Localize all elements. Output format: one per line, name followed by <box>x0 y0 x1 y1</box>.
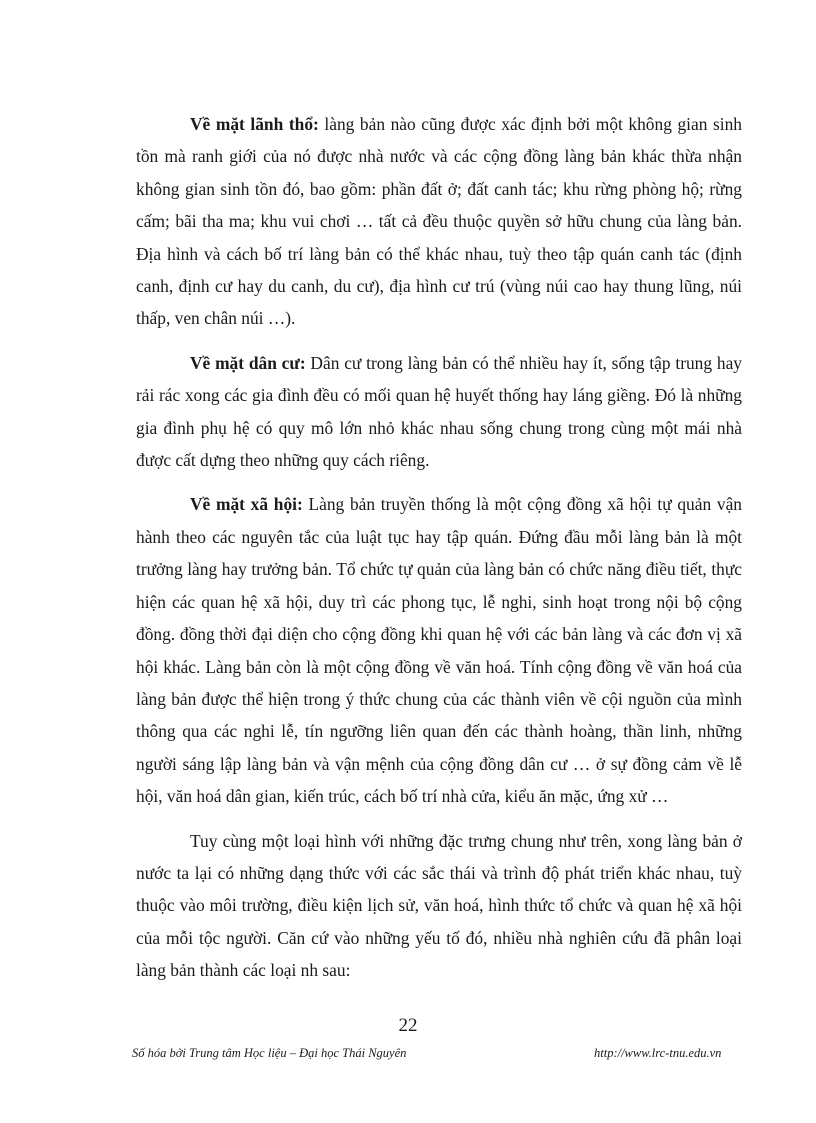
body-text <box>136 108 742 999</box>
paragraph-text: Làng bản truyền thống là một cộng đồng xã hội tự quản vận hành theo các nguyên tắc của luật tục hay tập quán. Đứng đầu mỗi làng bản là một trưởng làng hay trưởng bản. Tổ chức tự quản của làng bản có chức năng điều tiết, thực hiện các quan hệ xã hội, duy trì các phong tục, lễ nghi, sinh hoạt trong nội bộ cộng đồng. đồng thời đại diện cho cộng đồng khi quan hệ với các bản làng và các đơn vị xã hội khác. Làng bản còn là một cộng đồng về văn hoá. Tính cộng đồng về văn hoá của làng bản được thể hiện trong ý thức chung của các thành viên về cội nguồn của mình thông qua các nghi lễ, tín ngưỡng liên quan đến các thành hoàng, thần linh, những người sáng lập làng bản và vận mệnh của cộng đồng dân cư … ở sự đồng cảm về lễ hội, văn hoá dân gian, kiến trúc, cách bố trí nhà cửa, kiểu ăn mặc, ứng xử … <box>136 494 742 807</box>
paragraph-text: Dân cư trong làng bản có thể nhiều hay ít, sống tập trung hay rải rác xong các gia đình đều có mối quan hệ huyết thống hay láng giềng. Đó là những gia đình phụ hệ có quy mô lớn nhỏ khác nhau sống chung trong cùng một mái nhà được cất dựng theo những quy cách riêng. <box>136 352 742 471</box>
paragraph-population <box>136 347 742 477</box>
paragraph-text: Tuy cùng một loại hình với những đặc trưng chung như trên, xong làng bản ở nước ta lại có những dạng thức với các sắc thái và trình độ phát triển khác nhau, tuỳ thuộc vào môi trường, điều kiện lịch sử, văn hoá, hình thức tổ chức và quan hệ xã hội của mỗi tộc người. Căn cứ vào những yếu tố đó, nhiều nhà nghiên cứu đã phân loại làng bản thành các loại nh sau: <box>136 830 742 981</box>
paragraph-classification <box>136 825 742 987</box>
paragraph-lead: Về mặt dân cư: <box>190 352 306 373</box>
footer-source: Số hóa bởi Trung tâm Học liệu – Đại học Thái Nguyên <box>132 1046 407 1060</box>
paragraph-territory <box>136 108 742 335</box>
page-number: 22 <box>398 1015 418 1036</box>
paragraph-lead: Về mặt xã hội: <box>190 494 303 515</box>
paragraph-text: làng bản nào cũng được xác định bởi một không gian sinh tồn mà ranh giới của nó được nhà nước và các cộng đồng làng bản khác thừa nhận không gian sinh tồn đó, bao gồm: phần đất ở; đất canh tác; khu rừng phòng hộ; rừng cấm; bãi tha ma; khu vui chơi … tất cả đều thuộc quyền sở hữu chung của làng bản. Địa hình và cách bố trí làng bản có thể khác nhau, tuỳ theo tập quán canh tác (định canh, định cư hay du canh, du cư), địa hình cư trú (vùng núi cao hay thung lũng, núi thấp, ven chân núi …). <box>136 114 742 329</box>
paragraph-lead: Về mặt lãnh thổ: <box>190 114 319 134</box>
footer-url: http://www.lrc-tnu.edu.vn <box>594 1046 722 1060</box>
paragraph-society <box>136 488 742 812</box>
